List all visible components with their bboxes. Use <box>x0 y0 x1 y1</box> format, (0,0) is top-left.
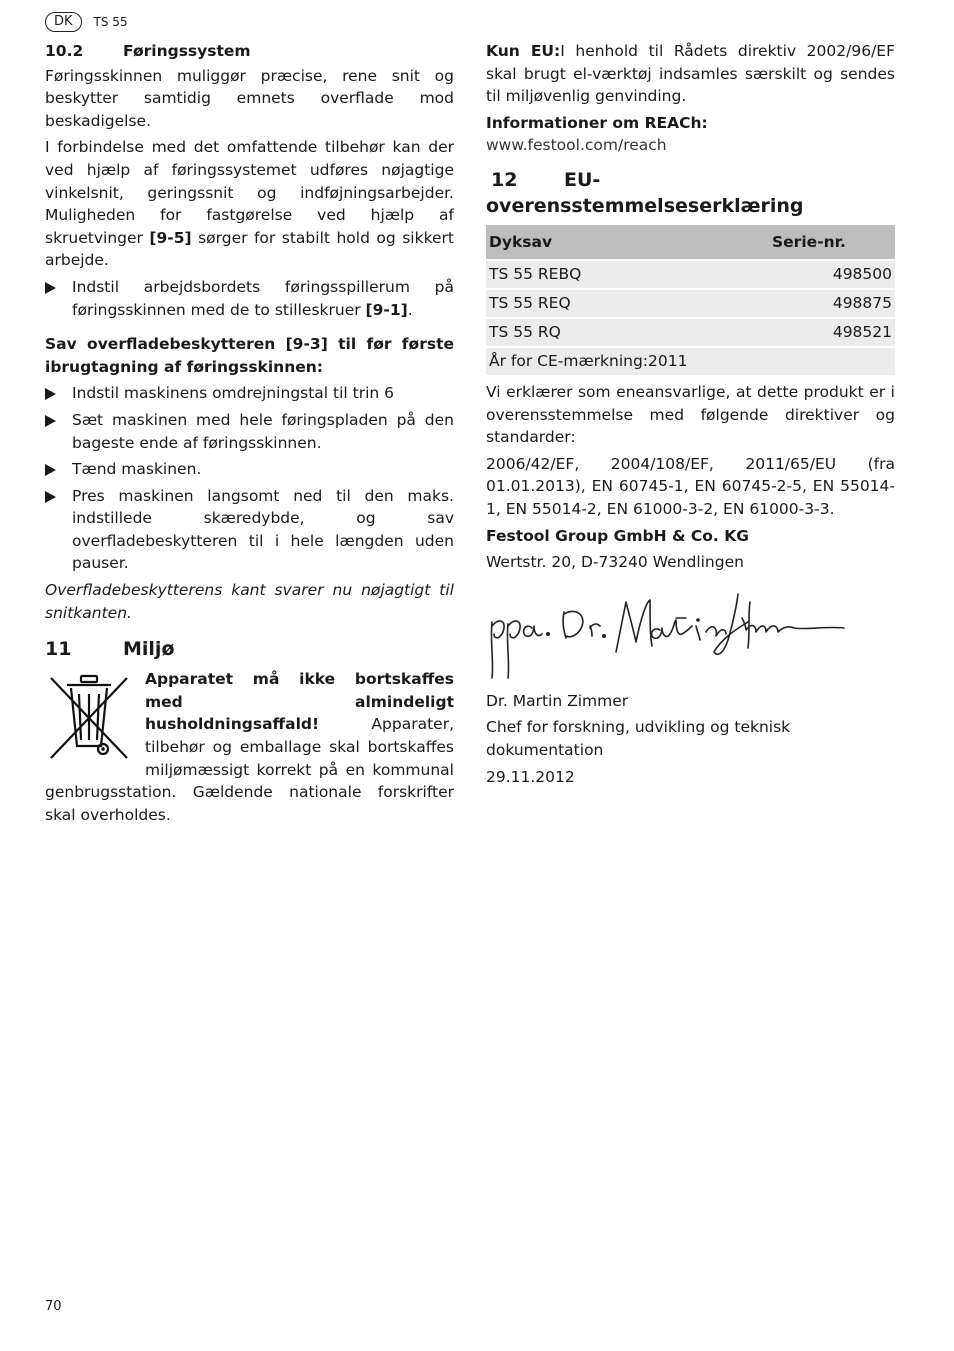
bullet-item <box>45 276 454 321</box>
section-number: 10.2 <box>45 42 84 60</box>
signer-name: Dr. Martin Zimmer <box>486 691 629 710</box>
environment-text: Apparater, tilbehør og emballage skal bortskaffes miljømæssigt korrekt på en kommunal genbrugsstation. Gældende nationale forskrifter skal overholdes. <box>45 715 454 824</box>
reach-link[interactable]: www.festool.com/reach <box>486 136 667 155</box>
bullet-text: Tænd maskinen. <box>72 460 202 479</box>
page-number: 70 <box>45 1299 62 1314</box>
cell-model: TS 55 RQ <box>486 318 772 347</box>
splinter-guard-heading: Sav overfladebeskytteren [9-3] til før første ibrugtagning af føringsskinnen: <box>45 335 454 376</box>
signer-role: Chef for forskning, udvikling og teknisk dokumentation <box>486 718 791 759</box>
table-row <box>486 318 895 347</box>
eu-paragraph <box>486 40 895 108</box>
section-title: Miljø <box>123 638 175 661</box>
bullet-arrow-icon <box>45 382 72 405</box>
cell-model: TS 55 REBQ <box>486 260 772 289</box>
reach-heading: Informationer om REACh: <box>486 113 708 132</box>
bullet-arrow-icon <box>45 458 72 481</box>
column-header-model: Dyksav <box>486 225 772 260</box>
table-row <box>486 289 895 318</box>
section-title: Føringssystem <box>123 42 251 60</box>
section-11-heading <box>45 636 454 662</box>
ce-year: År for CE-mærkning:2011 <box>486 347 895 375</box>
product-table <box>486 225 895 375</box>
bullet-item <box>45 409 454 454</box>
cell-serial: 498521 <box>772 318 895 347</box>
bullet-arrow-icon <box>45 409 72 454</box>
bullet-text: Sæt maskinen med hele føringspladen på den bageste ende af føringsskinnen. <box>72 410 454 452</box>
bullet-text: Pres maskinen langsomt ned til den maks. indstillede skæredybde, og sav overfladebeskytteren til i hele længden uden pauser. <box>72 486 454 573</box>
bullet-arrow-icon <box>45 485 72 575</box>
standards-paragraph: 2006/42/EF, 2004/108/EF, 2011/65/EU (fra 01.01.2013), EN 60745-1, EN 60745-2-5, EN 55014-1, EN 55014-2, EN 61000-3-2, EN 61000-3-3. <box>486 454 895 518</box>
bullet-item <box>45 382 454 405</box>
page-header <box>45 12 128 32</box>
language-badge: DK <box>45 12 82 32</box>
figure-ref: [9-5] <box>149 228 192 247</box>
declaration-paragraph: Vi erklærer som eneansvarlige, at dette produkt er i overensstemmelse med følgende direktiver og standarder: <box>486 382 895 447</box>
declaration-date: 29.11.2012 <box>486 767 575 786</box>
cell-model: TS 55 REQ <box>486 289 772 318</box>
environment-warning: Apparatet må ikke bortskaffes med almindeligt husholdningsaffald! <box>145 670 454 734</box>
eu-text: I henhold til Rådets direktiv 2002/96/EF skal brugt el-værktøj indsamles særskilt og sendes til miljøvenlig genvinding. <box>486 42 896 106</box>
bullet-item <box>45 458 454 481</box>
bullet-arrow-icon <box>45 276 72 321</box>
accessory-paragraph <box>45 136 454 272</box>
table-header-row <box>486 225 895 260</box>
section-10-2-heading <box>45 40 454 63</box>
cell-serial: 498875 <box>772 289 895 318</box>
column-header-serial: Serie-nr. <box>772 225 895 260</box>
section-12-heading <box>486 167 895 219</box>
company-name: Festool Group GmbH & Co. KG <box>486 526 749 545</box>
signature <box>486 582 846 682</box>
section-number: 11 <box>45 638 72 661</box>
table-row-ce <box>486 347 895 375</box>
guide-intro-paragraph: Føringsskinnen muliggør præcise, rene snit og beskytter samtidig emnets overflade mod beskadigelse. <box>45 66 454 130</box>
paragraph-text: I forbindelse med det omfattende tilbehør kan der ved hjælp af føringssystemet udføres nøjagtige vinkelsnit, geringssnit og indføjningsarbejder. Muligheden for fastgørelse ved hjælp af skruetvinger <box>45 138 454 247</box>
company-address: Wertstr. 20, D-73240 Wendlingen <box>486 553 744 572</box>
left-column <box>45 40 454 830</box>
model-label: TS 55 <box>93 15 128 29</box>
paragraph-text: sørger for stabilt hold og sikkert arbejde. <box>45 228 454 270</box>
cell-serial: 498500 <box>772 260 895 289</box>
bullet-item <box>45 485 454 575</box>
figure-ref: [9-1] <box>365 300 408 319</box>
environment-block <box>45 668 454 826</box>
table-row <box>486 260 895 289</box>
eu-label: Kun EU: <box>486 42 561 60</box>
section-number: 12 <box>491 168 518 191</box>
section-title: EU-overensstemmelseserklæring <box>486 168 804 217</box>
right-column <box>486 40 895 792</box>
crossed-bin-icon <box>45 670 133 762</box>
bullet-text: Indstil arbejdsbordets føringsspillerum på føringsskinnen med de to stilleskruer [9-1]. <box>72 277 454 319</box>
italic-note: Overfladebeskytterens kant svarer nu nøjagtigt til snitkanten. <box>45 581 454 622</box>
bullet-text: Indstil maskinens omdrejningstal til trin 6 <box>72 384 395 403</box>
